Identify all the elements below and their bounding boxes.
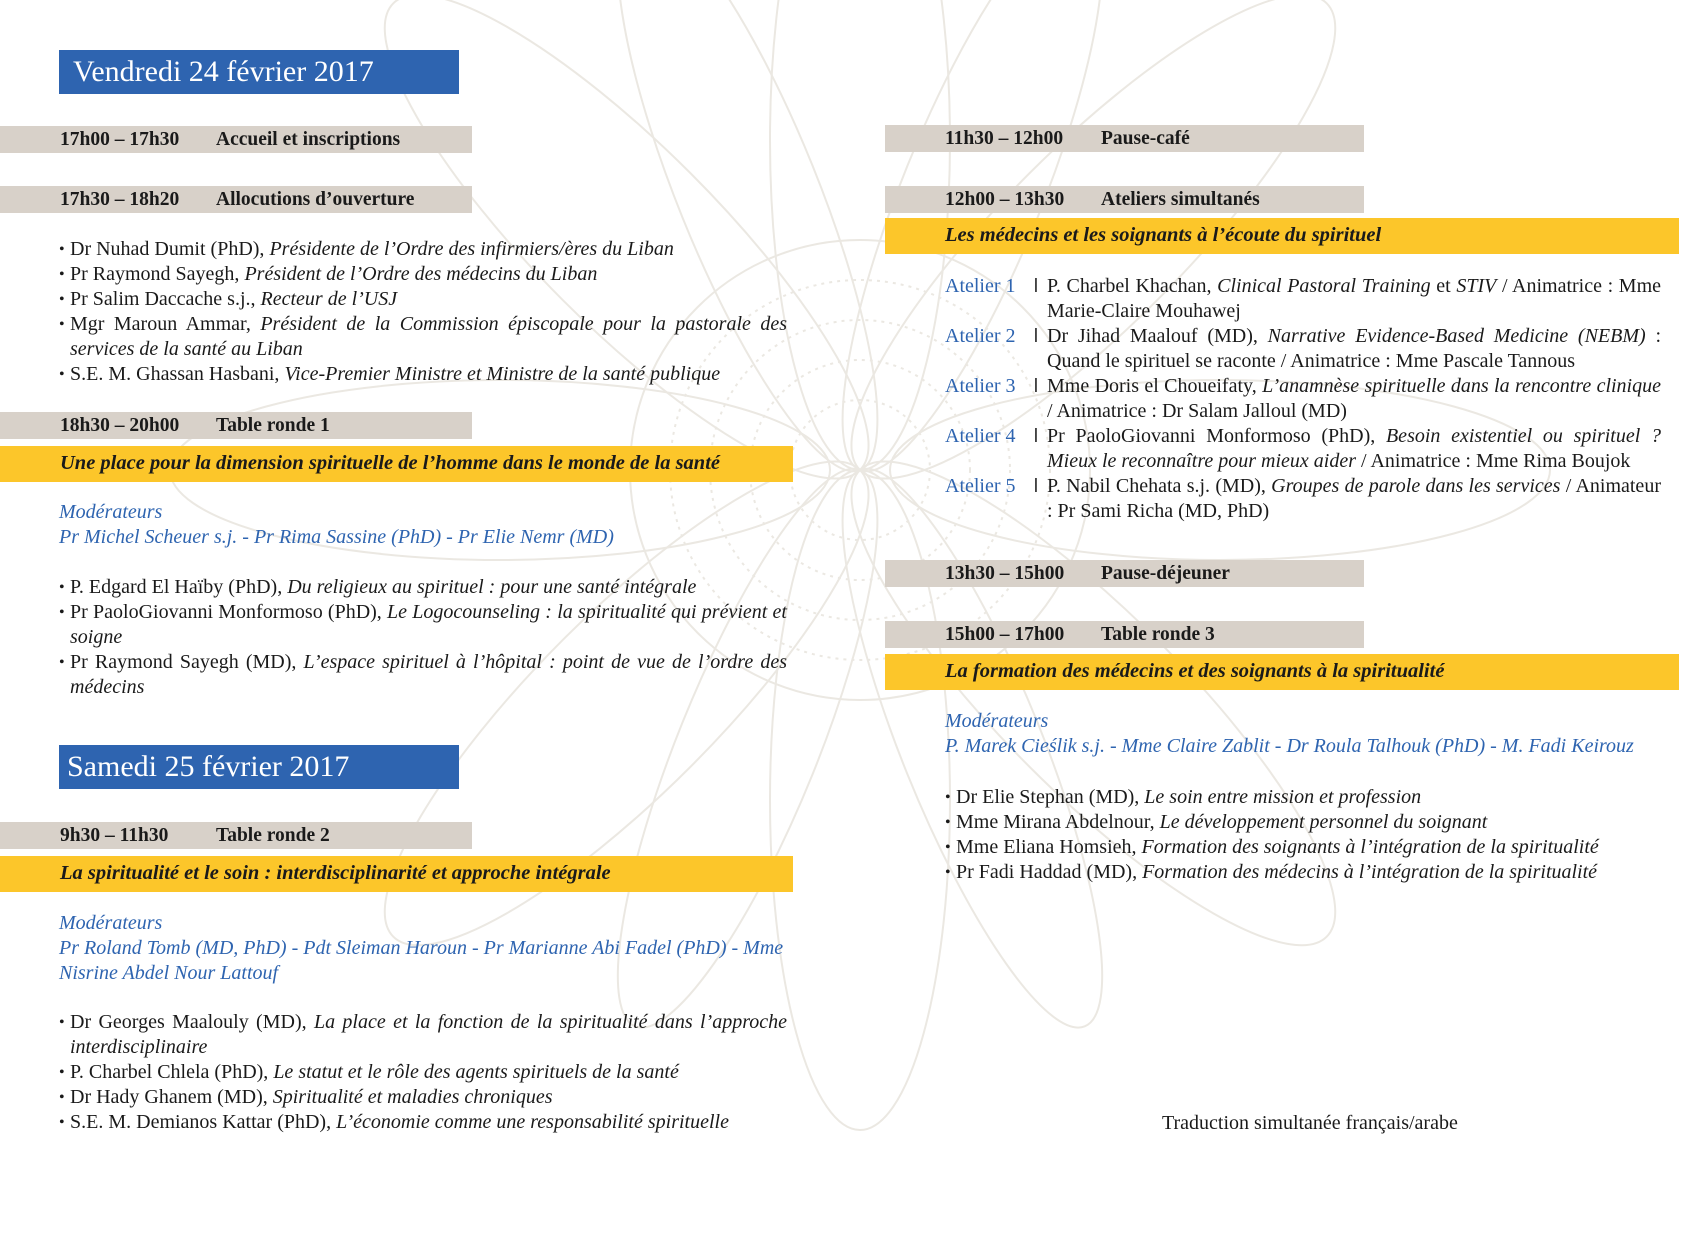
workshop-item bbox=[945, 374, 1661, 424]
speaker-name: Mme Doris el Choueifaty, bbox=[1047, 375, 1263, 397]
list-item bbox=[59, 575, 787, 600]
slot-time: 11h30 – 12h00 bbox=[945, 128, 1064, 149]
day2-slot-workshops bbox=[885, 186, 1364, 213]
day2-header: Samedi 25 février 2017 bbox=[59, 745, 459, 789]
slot-time: 9h30 – 11h30 bbox=[60, 825, 169, 846]
list-item bbox=[59, 600, 787, 650]
workshop-facilitator: / Animateur : Pr Sami Richa (MD, PhD) bbox=[1047, 475, 1661, 522]
day1-slot-opening bbox=[0, 186, 472, 213]
speaker-role: Président de l’Ordre des médecins du Liban bbox=[244, 263, 598, 285]
workshop-body bbox=[1047, 324, 1661, 374]
list-item bbox=[59, 262, 787, 287]
moderators-label: Modérateurs bbox=[945, 710, 1049, 732]
talk-title: Le Logocounseling : la spiritualité qui prévient et soigne bbox=[70, 601, 787, 648]
slot-label: Allocutions d’ouverture bbox=[216, 189, 415, 210]
roundtable3-talks bbox=[945, 785, 1685, 885]
workshop-facilitator: / Animatrice : Dr Salam Jalloul (MD) bbox=[1047, 400, 1347, 422]
workshop-title: Narrative Evidence-Based Medicine (NEBM) bbox=[1267, 325, 1646, 347]
workshop-body bbox=[1047, 374, 1661, 424]
speaker-name: Pr Raymond Sayegh, bbox=[70, 263, 245, 285]
workshop-body bbox=[1047, 424, 1661, 474]
speaker-name: Mme Eliana Homsieh, bbox=[956, 836, 1142, 858]
slot-label: Accueil et inscriptions bbox=[216, 129, 401, 150]
opening-speakers bbox=[59, 237, 787, 387]
workshop-item bbox=[945, 324, 1661, 374]
workshop-title: Clinical Pastoral Training bbox=[1217, 275, 1431, 297]
speaker-role: Président de la Commission épiscopale pour la pastorale des services de la santé au Liban bbox=[70, 313, 788, 360]
workshop-facilitator: / Animatrice : Mme Marie-Claire Mouhawej bbox=[1047, 275, 1662, 322]
translation-note: Traduction simultanée français/arabe bbox=[1162, 1112, 1458, 1134]
workshop-label: Atelier 1 bbox=[945, 275, 1016, 297]
slot-label: Table ronde 1 bbox=[216, 415, 330, 436]
moderators-names: Pr Michel Scheuer s.j. - Pr Rima Sassine (PhD) - Pr Elie Nemr (MD) bbox=[59, 526, 614, 548]
slot-label: Ateliers simultanés bbox=[1101, 189, 1260, 210]
speaker-name: Pr Raymond Sayegh (MD), bbox=[70, 651, 304, 673]
speaker-name: Dr Nuhad Dumit (PhD), bbox=[70, 238, 270, 260]
separator: ǀ bbox=[1033, 375, 1039, 397]
connector: et bbox=[1430, 275, 1457, 297]
speaker-name: Pr PaoloGiovanni Monformoso (PhD), bbox=[70, 601, 388, 623]
speaker-name: P. Edgard El Haïby (PhD), bbox=[70, 576, 288, 598]
speaker-name: P. Charbel Chlela (PhD), bbox=[70, 1061, 274, 1083]
speaker-name: Dr Elie Stephan (MD), bbox=[956, 786, 1145, 808]
moderators-names: P. Marek Cieślik s.j. - Mme Claire Zablit - Dr Roula Talhouk (PhD) - M. Fadi Keirouz bbox=[945, 735, 1634, 757]
speaker-name: S.E. M. Ghassan Hasbani, bbox=[70, 363, 285, 385]
speaker-name: Pr PaoloGiovanni Monformoso (PhD), bbox=[1047, 425, 1386, 447]
workshop-item bbox=[945, 474, 1661, 524]
list-item bbox=[59, 1010, 787, 1060]
speaker-name: P. Charbel Khachan, bbox=[1047, 275, 1218, 297]
speaker-name: Dr Hady Ghanem (MD), bbox=[70, 1086, 273, 1108]
workshop-label: Atelier 4 bbox=[945, 425, 1016, 447]
list-item bbox=[59, 362, 787, 387]
workshop-item bbox=[945, 274, 1661, 324]
workshop-label: Atelier 2 bbox=[945, 325, 1016, 347]
slot-time: 17h00 – 17h30 bbox=[60, 129, 180, 150]
day1-slot-welcome bbox=[0, 126, 472, 153]
slot-time: 13h30 – 15h00 bbox=[945, 563, 1065, 584]
workshops-list bbox=[945, 274, 1661, 524]
talk-title: Du religieux au spirituel : pour une santé intégrale bbox=[287, 576, 697, 598]
slot-label: Pause-café bbox=[1101, 128, 1190, 149]
speaker-role: Recteur de l’USJ bbox=[260, 288, 398, 310]
separator: ǀ bbox=[1033, 325, 1039, 347]
list-item bbox=[59, 650, 787, 700]
speaker-name: S.E. M. Demianos Kattar (PhD), bbox=[70, 1111, 337, 1133]
workshop-label: Atelier 5 bbox=[945, 475, 1016, 497]
workshop-title: Besoin existentiel ou spirituel ? Mieux le reconnaître pour mieux aider bbox=[1047, 425, 1661, 472]
day2-slot-coffee bbox=[885, 125, 1364, 152]
list-item bbox=[59, 1085, 787, 1110]
list-item bbox=[59, 1060, 787, 1085]
slot-label: Pause-déjeuner bbox=[1101, 563, 1230, 584]
workshop-body bbox=[1047, 474, 1661, 524]
workshop-body bbox=[1047, 274, 1661, 324]
talk-title: L’économie comme une responsabilité spirituelle bbox=[336, 1111, 729, 1133]
day1-header: Vendredi 24 février 2017 bbox=[59, 50, 459, 94]
list-item bbox=[945, 785, 1685, 810]
list-item bbox=[59, 1110, 787, 1135]
workshop-facilitator: Quand le spirituel se raconte / Animatrice : Mme Pascale Tannous bbox=[1047, 350, 1576, 372]
talk-title: Le développement personnel du soignant bbox=[1159, 811, 1488, 833]
speaker-name: Pr Fadi Haddad (MD), bbox=[956, 861, 1143, 883]
talk-title: La place et la fonction de la spiritualité dans l’approche interdisciplinaire bbox=[70, 1011, 787, 1058]
roundtable2-talks bbox=[59, 1010, 787, 1135]
roundtable3-moderators bbox=[945, 709, 1685, 759]
speaker-name: Pr Salim Daccache s.j., bbox=[70, 288, 261, 310]
workshop-facilitator: / Animatrice : Mme Rima Boujok bbox=[1355, 450, 1631, 472]
separator: ǀ bbox=[1033, 425, 1039, 447]
slot-time: 15h00 – 17h00 bbox=[945, 624, 1065, 645]
separator: ǀ bbox=[1033, 275, 1039, 297]
moderators-names: Pr Roland Tomb (MD, PhD) - Pdt Sleiman Haroun - Pr Marianne Abi Fadel (PhD) - Mme Nisrine Abdel Nour Lattouf bbox=[59, 937, 784, 984]
day2-slot-roundtable2 bbox=[0, 822, 472, 849]
separator: ǀ bbox=[1033, 475, 1039, 497]
talk-title: L’espace spirituel à l’hôpital : point de vue de l’ordre des médecins bbox=[70, 651, 787, 698]
roundtable3-theme: La formation des médecins et des soignants à la spiritualité bbox=[885, 654, 1679, 690]
list-item bbox=[59, 237, 787, 262]
workshop-title: L’anamnèse spirituelle dans la rencontre clinique bbox=[1262, 375, 1661, 397]
roundtable2-moderators bbox=[59, 911, 787, 986]
workshop-item bbox=[945, 424, 1661, 474]
speaker-name: Dr Jihad Maalouf (MD), bbox=[1047, 325, 1268, 347]
list-item bbox=[945, 860, 1685, 885]
day2-slot-roundtable3 bbox=[885, 621, 1364, 648]
speaker-name: Mme Mirana Abdelnour, bbox=[956, 811, 1160, 833]
slot-label: Table ronde 3 bbox=[1101, 624, 1215, 645]
workshop-label: Atelier 3 bbox=[945, 375, 1016, 397]
moderators-label: Modérateurs bbox=[59, 912, 163, 934]
speaker-role: Vice-Premier Ministre et Ministre de la santé publique bbox=[284, 363, 721, 385]
workshops-theme: Les médecins et les soignants à l’écoute du spirituel bbox=[885, 218, 1679, 254]
slot-time: 17h30 – 18h20 bbox=[60, 189, 180, 210]
roundtable1-moderators bbox=[59, 500, 787, 550]
list-item bbox=[945, 810, 1685, 835]
workshop-title: STIV bbox=[1456, 275, 1497, 297]
workshop-title: Groupes de parole dans les services bbox=[1271, 475, 1561, 497]
day1-slot-roundtable1 bbox=[0, 412, 472, 439]
talk-title: Formation des soignants à l’intégration de la spiritualité bbox=[1141, 836, 1599, 858]
talk-title: Spiritualité et maladies chroniques bbox=[272, 1086, 553, 1108]
speaker-name: P. Nabil Chehata s.j. (MD), bbox=[1047, 475, 1272, 497]
roundtable2-theme: La spiritualité et le soin : interdisciplinarité et approche intégrale bbox=[0, 856, 793, 892]
slot-time: 12h00 – 13h30 bbox=[945, 189, 1065, 210]
list-item bbox=[945, 835, 1685, 860]
list-item bbox=[59, 312, 787, 362]
roundtable1-theme: Une place pour la dimension spirituelle de l’homme dans le monde de la santé bbox=[0, 446, 793, 482]
talk-title: Formation des médecins à l’intégration de la spiritualité bbox=[1142, 861, 1598, 883]
talk-title: Le statut et le rôle des agents spirituels de la santé bbox=[273, 1061, 679, 1083]
slot-label: Table ronde 2 bbox=[216, 825, 330, 846]
list-item bbox=[59, 287, 787, 312]
talk-title: Le soin entre mission et profession bbox=[1144, 786, 1422, 808]
connector: : bbox=[1645, 325, 1662, 347]
speaker-role: Présidente de l’Ordre des infirmiers/ères du Liban bbox=[269, 238, 674, 260]
roundtable1-talks bbox=[59, 575, 787, 700]
moderators-label: Modérateurs bbox=[59, 501, 163, 523]
speaker-name: Mgr Maroun Ammar, bbox=[70, 313, 261, 335]
day2-slot-lunch bbox=[885, 560, 1364, 587]
speaker-name: Dr Georges Maalouly (MD), bbox=[70, 1011, 314, 1033]
slot-time: 18h30 – 20h00 bbox=[60, 415, 180, 436]
